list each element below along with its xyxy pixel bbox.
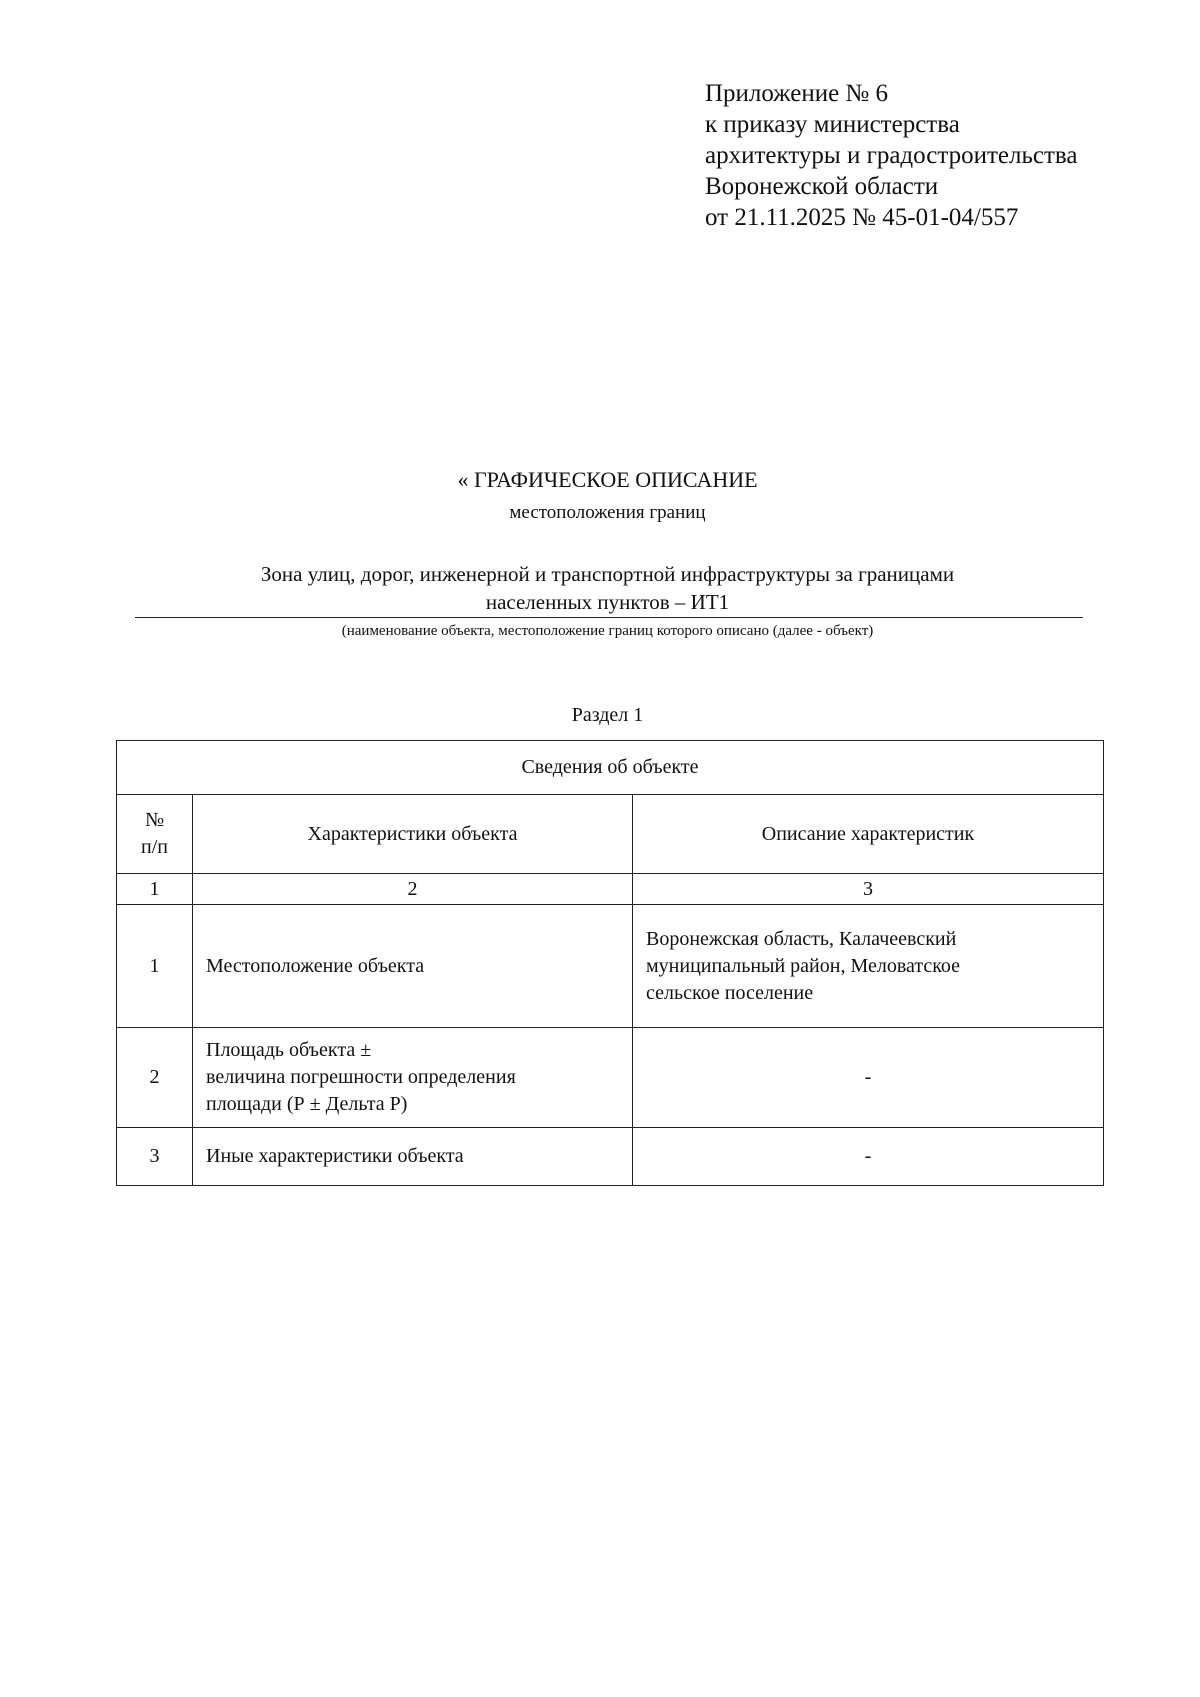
row-description (633, 1028, 1104, 1128)
section-label: Раздел 1 (571, 704, 644, 726)
header-description: Описание характеристик (633, 795, 1104, 874)
object-name-line: Зона улиц, дорог, инженерной и транспортной инфраструктуры за границами (260, 562, 955, 586)
header-num-line: № (144, 809, 165, 831)
document-subtitle: местоположения границ (509, 502, 706, 523)
object-name-caption: (наименование объекта, местоположение границ которого описано (далее - объект) (341, 623, 874, 639)
cell-line: - (864, 1066, 872, 1088)
column-number: 1 (117, 874, 193, 905)
header-characteristic: Характеристики объекта (193, 795, 633, 874)
row-characteristic (193, 1128, 633, 1186)
appendix-line: архитектуры и градостроительства (705, 142, 1078, 169)
row-num: 1 (117, 905, 193, 1028)
appendix-line: Воронежской области (705, 173, 939, 200)
header-num-line: п/п (141, 836, 168, 858)
object-name-underline (135, 617, 1083, 618)
cell-line: Иные характеристики объекта (206, 1145, 464, 1167)
object-name (0, 560, 1200, 616)
cell-line: сельское поселение (646, 981, 814, 1004)
cell-line: площади (Р ± Дельта Р) (206, 1093, 408, 1115)
cell-line: - (864, 1145, 872, 1167)
table-caption-row (117, 741, 1104, 795)
column-number: 2 (193, 874, 633, 905)
cell-line: величина погрешности определения (206, 1066, 516, 1088)
cell-line: муниципальный район, Меловатское (646, 954, 961, 977)
appendix-line: от 21.11.2025 № 45-01-04/557 (705, 204, 1019, 231)
table-row (117, 905, 1104, 1028)
row-description (633, 1128, 1104, 1186)
column-number: 3 (633, 874, 1104, 905)
cell-line: Местоположение объекта (206, 954, 425, 977)
appendix-block (705, 78, 1077, 233)
row-characteristic (193, 905, 633, 1028)
row-num: 3 (117, 1128, 193, 1186)
cell-line: Воронежская область, Калачеевский (646, 927, 957, 950)
object-name-line: населенных пунктов – ИТ1 (485, 590, 730, 614)
cell-line: Площадь объекта ± (206, 1039, 372, 1061)
appendix-line: Приложение № 6 (705, 80, 889, 107)
table-row (117, 1028, 1104, 1128)
appendix-line: к приказу министерства (705, 111, 960, 138)
row-description (633, 905, 1104, 1028)
table-header-row (117, 795, 1104, 874)
document-title: « ГРАФИЧЕСКОЕ ОПИСАНИЕ (457, 467, 758, 492)
object-info-table (116, 740, 1104, 1186)
table-row (117, 1128, 1104, 1186)
row-num: 2 (117, 1028, 193, 1128)
column-number-row (117, 874, 1104, 905)
table-caption: Сведения об объекте (117, 741, 1104, 795)
header-num (117, 795, 193, 874)
row-characteristic (193, 1028, 633, 1128)
